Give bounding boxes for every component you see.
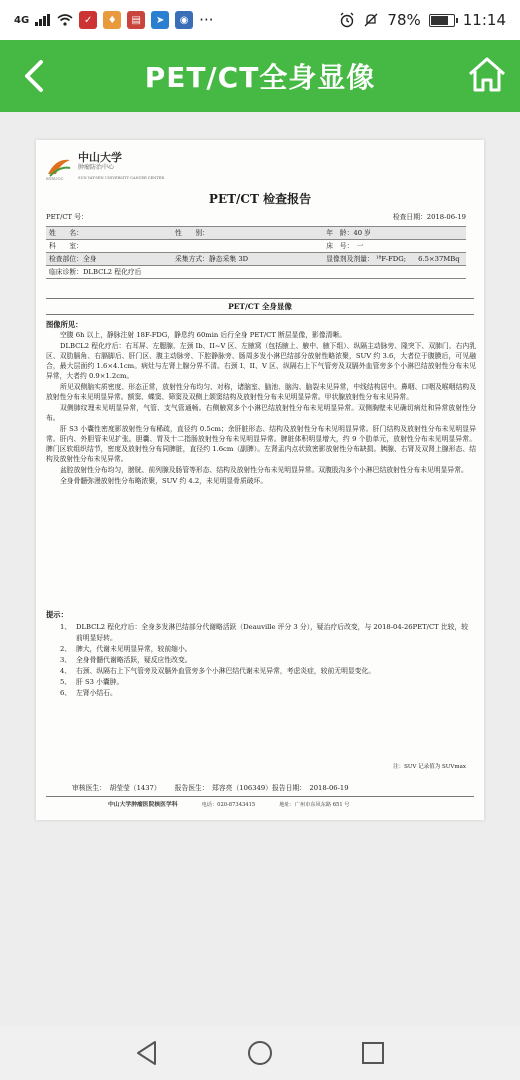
impression-list [46, 622, 474, 699]
app-bar [0, 40, 520, 112]
impression-section [46, 610, 474, 699]
nav-recents-button[interactable] [357, 1037, 389, 1069]
table-row [46, 266, 466, 279]
telegram-icon: ➤ [151, 11, 169, 29]
circle-home-icon [247, 1040, 273, 1066]
name-label: 姓 名： [46, 227, 172, 240]
report-document[interactable] [36, 140, 484, 820]
findings-paragraph: 双侧肺纹理未见明显异常，气管、支气管通畅。右侧腋窝多个小淋巴结放射性分布未见明显异常。双侧胸壁未见确切病灶和异常放射性分布。 [46, 404, 476, 422]
tracer-label: 显像剂及剂量： [326, 255, 374, 263]
page-title: PET/CT全身显像 [144, 61, 376, 94]
back-button[interactable] [14, 54, 58, 98]
app-notification-icon: ▤ [127, 11, 145, 29]
item-number: 4、 [60, 667, 72, 675]
footer-address: 地址：广州市东风东路 651 号 [279, 802, 350, 808]
item-number: 2、 [60, 645, 72, 653]
findings-paragraph: 所见双侧脑实质密度、形态正常，放射性分布均匀、对称，诸脑室、脑池、脑沟、脑裂未见异常，中线结构居中。鼻咽、口咽及喉咽结构及放射性分布未见明显异常。额窦、蝶窦、筛窦及双侧上颌窦结构及放射性分布未见明显异常。甲状腺放射性分布未见异常。 [46, 383, 476, 401]
alarm-icon [339, 12, 355, 28]
battery-icon [429, 14, 455, 27]
signature-row [72, 783, 349, 793]
table-row [46, 227, 466, 240]
item-text: 肝 S3 小囊肿。 [76, 678, 124, 686]
wifi-icon [57, 14, 73, 26]
item-number: 3、 [60, 656, 72, 664]
list-item [60, 644, 474, 655]
site-field: 检查部位：全身 [46, 253, 172, 266]
findings-paragraph: 全身骨髓弥漫放射性分布略浓聚，SUV 约 4.2，未见明显骨质破坏。 [60, 477, 268, 485]
divider [46, 298, 474, 299]
findings-label: 图像所见： [46, 320, 83, 329]
divider [46, 796, 474, 797]
report-footer [108, 800, 349, 810]
list-item [60, 622, 474, 644]
department-label: 科 室： [46, 240, 323, 253]
item-number: 6、 [60, 689, 72, 697]
system-nav-bar [0, 1026, 520, 1080]
reviewer: 审核医生： 胡莹莹（1437） [72, 784, 161, 792]
report-meta [46, 212, 466, 222]
footer-hospital: 中山大学肿瘤医院核医学科 [108, 802, 178, 808]
nav-back-button[interactable] [131, 1037, 163, 1069]
mute-icon [363, 12, 379, 28]
logo-english: SUN YAT-SEN UNIVERSITY CANCER CENTER [78, 176, 165, 180]
list-item [60, 688, 474, 699]
bed-field: 床 号： 一 [323, 240, 466, 253]
logo-subtitle: 肿瘤防治中心 [78, 164, 115, 171]
mode-field: 采集方式：静态采集 3D [172, 253, 323, 266]
findings-paragraph: 盆腔放射性分布均匀，膀胱、前列腺及肠管等形态、结构及放射性分布未见明显异常。双腹股沟多个小淋巴结放射性分布未见明显异常。 [60, 466, 468, 474]
item-number: 5、 [60, 678, 72, 686]
more-notifications-icon: ··· [199, 11, 214, 29]
back-arrow-icon [14, 54, 58, 98]
petct-number-label: PET/CT 号： [46, 213, 88, 221]
item-text: 左肾小结石。 [76, 689, 117, 697]
section-title: PET/CT 全身显像 [228, 302, 292, 311]
app-notification-icon: ✓ [79, 11, 97, 29]
divider [46, 314, 474, 315]
signal-label: 4G [14, 14, 30, 26]
list-item [60, 666, 474, 677]
status-bar [0, 0, 520, 40]
cellular-signal-icon [35, 14, 51, 26]
item-text: 脾大，代谢未见明显异常，较前缩小。 [76, 645, 192, 653]
list-item [60, 677, 474, 688]
item-number: 1、 [60, 623, 72, 631]
list-item [60, 655, 474, 666]
patient-info-table [46, 226, 466, 279]
findings-section [46, 320, 476, 487]
findings-paragraph: 肝 S3 小囊性密度影放射性分布稀疏，直径约 0.5cm；余肝脏形态、结构及放射性分布未见明显异常。肝门结构及放射性分布未见明显异常。肝内、外胆管未见扩张。胆囊、胃及十二指肠放射性分布未见明显异常。脾脏体积明显增大，约 9 个肋单元，放射性分布未见明显异常。脾门区软组织结节，密度及放射性分布同脾脏，直径约 1.6cm（副脾）。左肾盂内点状致密影放射性分布缺损。胰腺、右肾及双肾上腺形态、结构及放射性分布未见异常。 [46, 425, 476, 463]
nav-home-button[interactable] [244, 1037, 276, 1069]
battery-percent: 78% [387, 11, 421, 29]
app-notification-icon: ◉ [175, 11, 193, 29]
tracer-field [323, 253, 415, 266]
footer-phone: 电话：020-87343415 [201, 802, 256, 808]
triangle-back-icon [135, 1040, 159, 1066]
hospital-logo [46, 153, 164, 183]
impression-label: 提示： [46, 610, 68, 619]
check-date: 检查日期：2018-06-19 [392, 213, 466, 221]
logo-name: 中山大学 [78, 151, 122, 164]
tracer-value: ¹⁸F-FDG; [375, 255, 406, 263]
findings-paragraph: 空腹 6h 以上，静脉注射 18F-FDG，静息约 60min 后行全身 PET/CT 断层显像，影像清晰。 [60, 331, 347, 339]
dose-field: 6.5×37MBq [415, 253, 466, 266]
clock: 11:14 [462, 11, 506, 29]
table-row [46, 240, 466, 253]
findings-paragraph: DLBCL2 程化疗后：右耳屏、左腮腺、左颈 Ib、II~V 区、左腋窝（包括腋上、腋中、腋下组）、纵隔主动脉旁、隆突下、双肺门、右内乳区、双肋膈角、右膈脚后、肝门区、腹主动脉旁、下腔静脉旁、肠周多发小淋巴结部分放射性略浓聚，SUV 约 3.6，大者位于腹膜后，可见融合，最大层面约 1.6×4.1cm。病灶与左肾上腺分界不清。右颈 I、II、V 区、纵隔右上下气管旁及双膈外血管旁多个小淋巴结放射性分布未见异常，大者约 0.9×1.2cm。 [46, 342, 476, 380]
square-recents-icon [361, 1041, 385, 1065]
home-button[interactable] [464, 52, 510, 98]
svg-text:SYSUCC: SYSUCC [46, 176, 64, 180]
table-row [46, 253, 466, 266]
cancer-center-logo-icon [46, 156, 72, 180]
item-text: DLBCL2 程化疗后：全身多发淋巴结部分代谢略活跃（Deauville 评分 3 分），疑治疗后改变，与 2018-04-26PET/CT 比较，较前明显好转。 [76, 623, 469, 642]
reporter: 报告医生： 郑容亮（106349）报告日期： 2018-06-19 [174, 784, 349, 792]
report-title: PET/CT 检查报告 [208, 192, 312, 206]
age-field: 年 龄：40 岁 [323, 227, 466, 240]
gender-label: 性 别： [172, 227, 323, 240]
home-icon [464, 52, 510, 98]
app-notification-icon: ♦ [103, 11, 121, 29]
diagnosis-field: 临床诊断：DLBCL2 程化疗后 [46, 266, 466, 279]
item-text: 右颈、纵隔右上下气管旁及双膈外血管旁多个小淋巴结代谢未见异常，考虑炎症，较前无明显变化。 [76, 667, 376, 675]
item-text: 全身骨髓代谢略活跃，疑反应性改变。 [76, 656, 192, 664]
suv-note: 注：SUV 记录值为 SUVmax [393, 764, 466, 770]
